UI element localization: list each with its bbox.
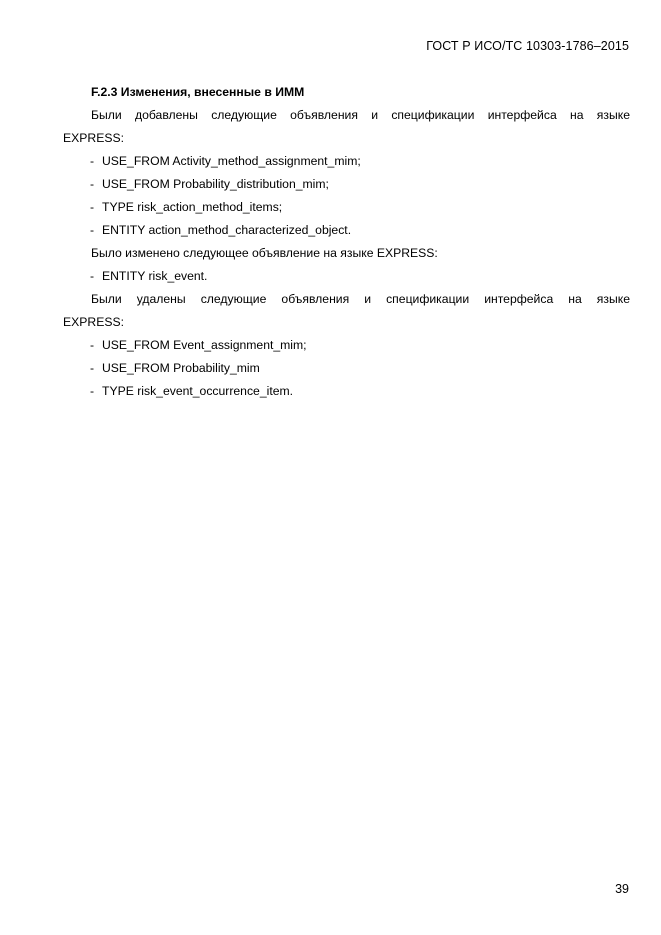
modified-intro: Было изменено следующее объявление на языке EXPRESS: xyxy=(91,246,438,260)
list-marker: - xyxy=(90,269,95,283)
document-header xyxy=(426,35,629,58)
added-intro-line2: EXPRESS: xyxy=(63,131,124,145)
added-intro xyxy=(63,104,630,150)
page-number: 39 xyxy=(615,882,629,896)
list-item: - USE_FROM Activity_method_assignment_mim; xyxy=(90,150,630,173)
list-item: - TYPE risk_action_method_items; xyxy=(90,196,630,219)
list-item: - USE_FROM Probability_distribution_mim; xyxy=(90,173,630,196)
list-item: - TYPE risk_event_occurrence_item. xyxy=(90,380,630,403)
list-marker: - xyxy=(90,361,95,375)
section-title: F.2.3 Изменения, внесенные в ИММ xyxy=(91,85,305,99)
removed-intro-line1: Были удалены следующие объявления и спецификации интерфейса на языке xyxy=(91,292,630,306)
list-marker: - xyxy=(90,200,95,214)
removed-intro xyxy=(63,288,630,334)
removed-list xyxy=(63,334,630,403)
list-marker: - xyxy=(90,154,95,168)
added-list xyxy=(63,150,630,242)
modified-list xyxy=(63,265,630,288)
standard-code: ГОСТ Р ИСО/ТС 10303-1786–2015 xyxy=(426,39,629,53)
list-item: - USE_FROM Probability_mim xyxy=(90,357,630,380)
list-marker: - xyxy=(90,223,95,237)
list-marker: - xyxy=(90,384,95,398)
list-item: - ENTITY action_method_characterized_object. xyxy=(90,219,630,242)
added-intro-line1: Были добавлены следующие объявления и спецификации интерфейса на языке xyxy=(91,108,630,122)
list-item: - USE_FROM Event_assignment_mim; xyxy=(90,334,630,357)
removed-intro-line2: EXPRESS: xyxy=(63,315,124,329)
page-content xyxy=(63,81,630,403)
list-item: - ENTITY risk_event. xyxy=(90,265,630,288)
list-marker: - xyxy=(90,177,95,191)
list-marker: - xyxy=(90,338,95,352)
